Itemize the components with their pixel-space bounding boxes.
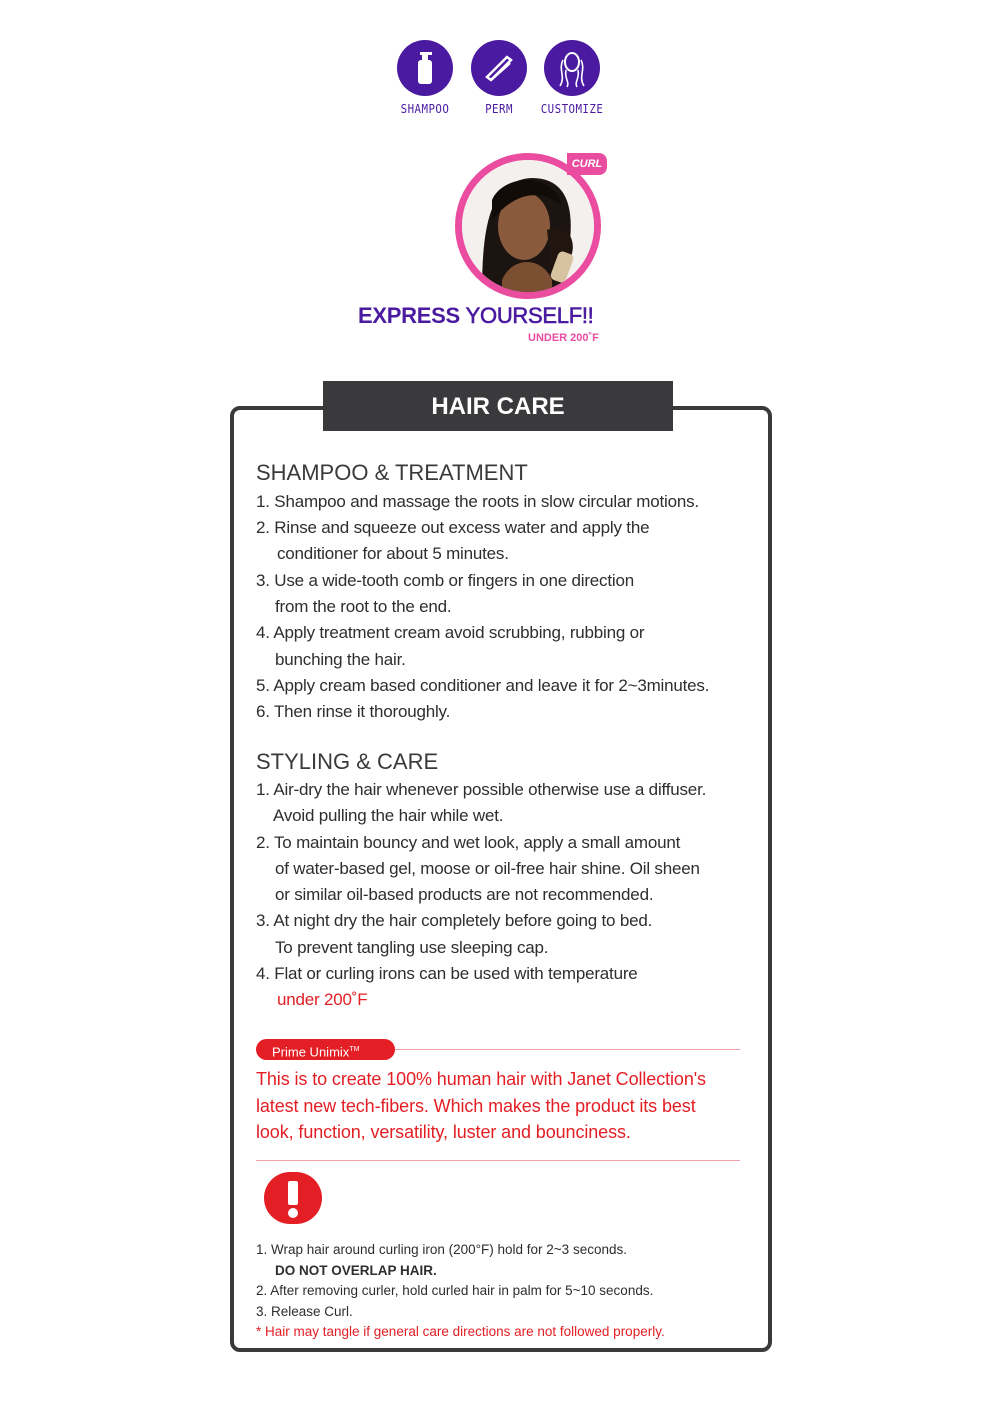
styling-step: 4. Flat or curling irons can be used with temperature [256, 964, 638, 983]
shampoo-step: conditioner for about 5 minutes. [277, 544, 509, 563]
warning-step: 1. Wrap hair around curling iron (200°F) hold for 2~3 seconds. [256, 1242, 627, 1257]
hairstyle-icon [544, 40, 600, 96]
shampoo-step: 4. Apply treatment cream avoid scrubbing, rubbing or [256, 623, 645, 642]
warning-footnote: * Hair may tangle if general care directions are not followed properly. [256, 1324, 665, 1339]
temperature-note: UNDER 200˚F [528, 332, 599, 344]
styling-step: 2. To maintain bouncy and wet look, apply a small amount [256, 833, 681, 852]
feature-customize-label: CUSTOMIZE [540, 102, 604, 116]
hair-care-title: HAIR CARE [323, 381, 673, 431]
trademark-symbol: TM [349, 1046, 360, 1053]
shampoo-heading: SHAMPOO & TREATMENT [256, 460, 528, 485]
divider [256, 1160, 740, 1161]
warning-emphasis: DO NOT OVERLAP HAIR. [275, 1263, 437, 1278]
styling-temperature: under 200˚F [277, 990, 368, 1009]
feature-perm-label: PERM [485, 102, 513, 116]
express-yourself-title [358, 303, 593, 329]
styling-step: of water-based gel, moose or oil-free hair shine. Oil sheen [275, 859, 700, 878]
prime-text-line: look, function, versatility, luster and bounciness. [256, 1122, 631, 1142]
shampoo-step: 2. Rinse and squeeze out excess water and apply the [256, 518, 650, 537]
prime-text-line: This is to create 100% human hair with Janet Collection's [256, 1069, 706, 1089]
divider [395, 1049, 740, 1050]
prime-unimix-label: Prime Unimix [272, 1044, 350, 1060]
shampoo-step: 5. Apply cream based conditioner and leave it for 2~3minutes. [256, 676, 710, 695]
styling-step: or similar oil-based products are not recommended. [275, 885, 654, 904]
feature-shampoo-label: SHAMPOO [400, 102, 450, 116]
styling-heading: STYLING & CARE [256, 749, 439, 774]
feature-customize [527, 40, 617, 116]
prime-text-line: latest new tech-fibers. Which makes the product its best [256, 1096, 696, 1116]
shampoo-step: 3. Use a wide-tooth comb or fingers in one direction [256, 571, 634, 590]
prime-unimix-badge [256, 1039, 395, 1060]
model-portrait-image [462, 160, 594, 292]
shampoo-bottle-icon [397, 40, 453, 96]
shampoo-step: 6. Then rinse it thoroughly. [256, 702, 451, 721]
flat-iron-icon [471, 40, 527, 96]
shampoo-step: bunching the hair. [275, 650, 406, 669]
curl-tag: CURL [567, 153, 607, 175]
feature-icons [0, 40, 1000, 130]
shampoo-step: 1. Shampoo and massage the roots in slow circular motions. [256, 492, 699, 511]
styling-step: 3. At night dry the hair completely before going to bed. [256, 911, 653, 930]
styling-step: To prevent tangling use sleeping cap. [275, 938, 549, 957]
express-word2: YOURSELF!! [465, 303, 594, 328]
express-word1: EXPRESS [358, 303, 460, 328]
styling-step: Avoid pulling the hair while wet. [273, 806, 504, 825]
warning-icon [262, 1170, 324, 1226]
shampoo-step: from the root to the end. [275, 597, 452, 616]
styling-step: 1. Air-dry the hair whenever possible otherwise use a diffuser. [256, 780, 707, 799]
warning-step: 3. Release Curl. [256, 1304, 353, 1319]
warning-step: 2. After removing curler, hold curled hair in palm for 5~10 seconds. [256, 1283, 654, 1298]
